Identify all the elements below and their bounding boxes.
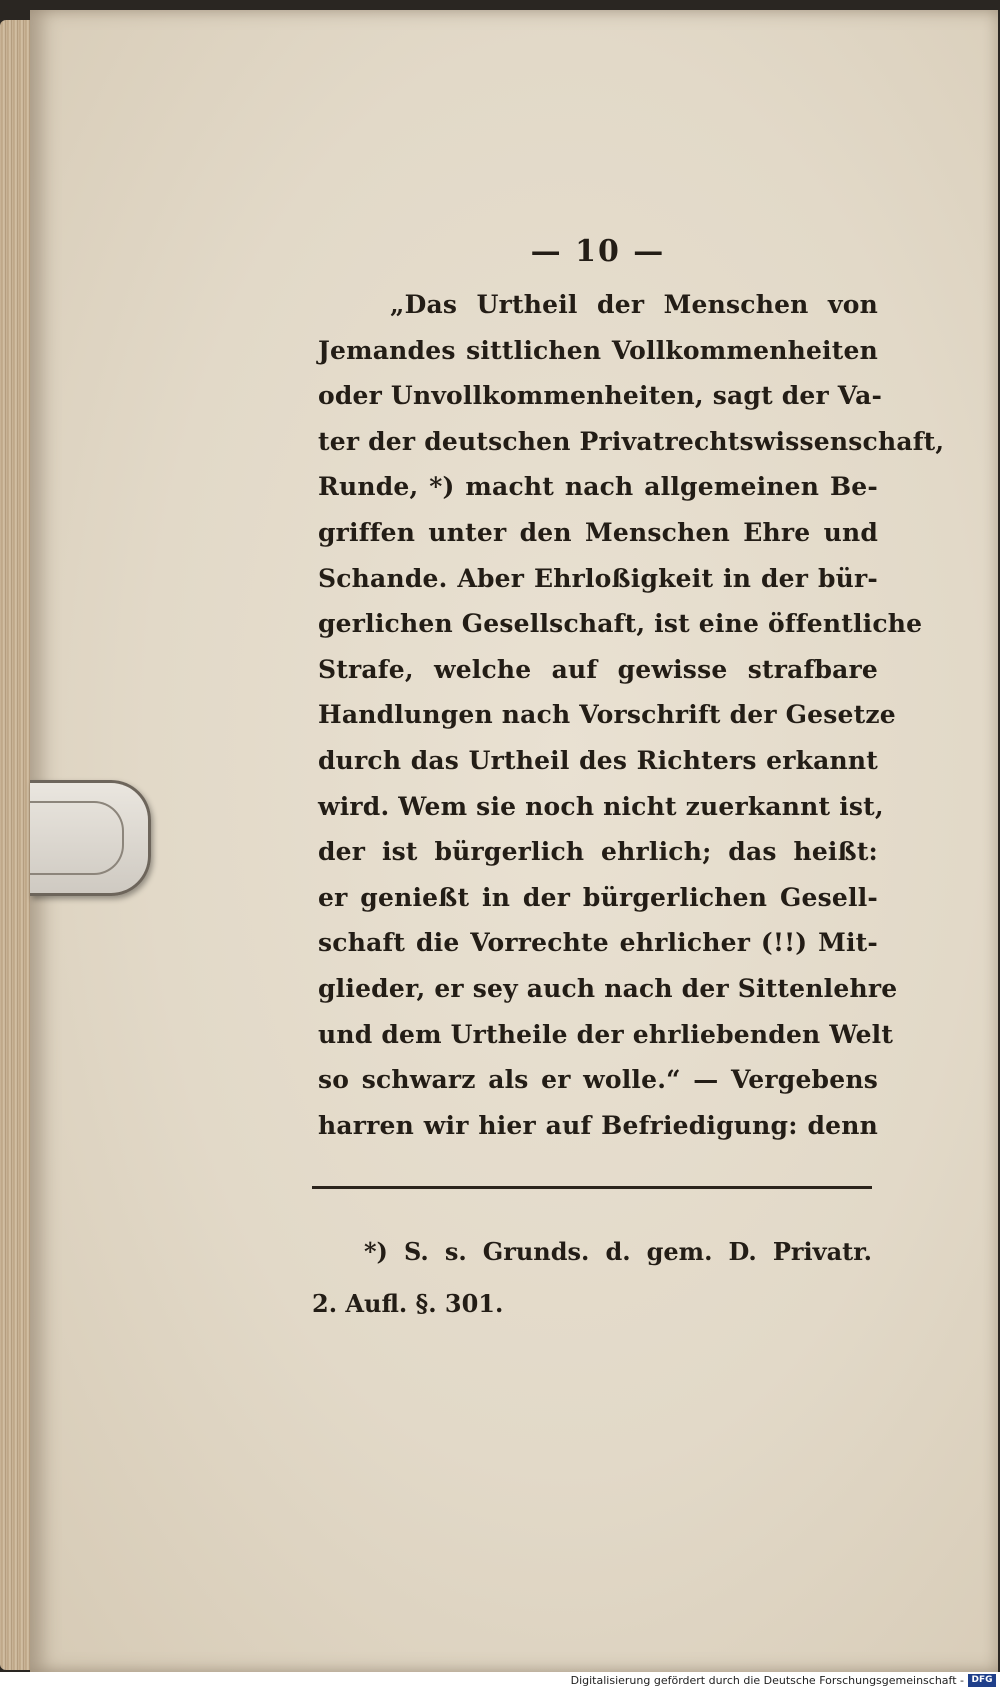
text-line: Handlungen nach Vorschrift der Gesetze (318, 700, 896, 730)
main-text (318, 232, 945, 1148)
bookmark-clip-inner (30, 801, 124, 875)
text-line: Runde, *) macht nach allgemeinen Be- (318, 472, 878, 502)
text-line: Jemandes sittlichen Vollkommenheiten (318, 335, 878, 365)
footnote (312, 1226, 872, 1330)
text-line: wird. Wem sie noch nicht zuerkannt ist, (318, 791, 884, 821)
text-line: durch das Urtheil des Richters erkannt (318, 745, 878, 775)
text-line: harren wir hier auf Befriedigung: denn (318, 1110, 878, 1140)
text-line: glieder, er sey auch nach der Sittenlehre (318, 973, 898, 1003)
text-line: ter der deutschen Privatrechtswissenschaft, (318, 426, 945, 456)
footnote-line: 2. Aufl. §. 301. (312, 1289, 504, 1318)
text-line: er genießt in der bürgerlichen Gesell- (318, 882, 878, 912)
text-line: Strafe, welche auf gewisse strafbare (318, 654, 878, 684)
text-line: griffen unter den Menschen Ehre und (318, 517, 878, 547)
dfg-logo: DFG (968, 1674, 996, 1687)
footnote-rule (312, 1186, 872, 1189)
text-line: oder Unvollkommenheiten, sagt der Va- (318, 381, 883, 411)
text-line: und dem Urtheile der ehrliebenden Welt (318, 1019, 894, 1049)
text-line: „Das Urtheil der Menschen von (390, 290, 878, 319)
text-line: der ist bürgerlich ehrlich; das heißt: (318, 837, 878, 867)
text-line: Schande. Aber Ehrloßigkeit in der bür- (318, 563, 878, 593)
footnote-line: *) S. s. Grunds. d. gem. D. Privatr. (364, 1237, 872, 1266)
page-number: — 10 — (530, 234, 666, 269)
text-line: gerlichen Gesellschaft, ist eine öffentliche (318, 609, 923, 639)
bookmark-clip (30, 780, 151, 896)
text-line: so schwarz als er wolle.“ — Vergebens (318, 1065, 878, 1095)
digitization-credit: Digitalisierung gefördert durch die Deutsche Forschungsgemeinschaft - (570, 1674, 964, 1687)
text-line: schaft die Vorrechte ehrlicher (!!) Mit- (318, 928, 878, 958)
